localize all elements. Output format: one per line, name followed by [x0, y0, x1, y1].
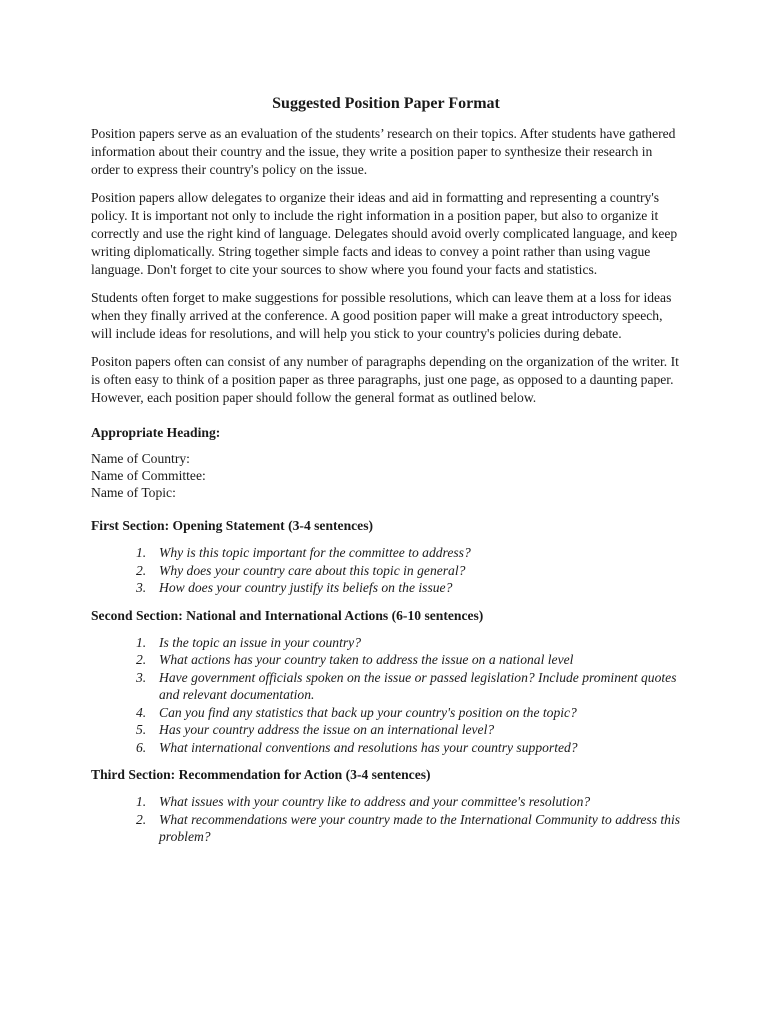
list-text: How does your country justify its beliefs on the issue?	[159, 580, 453, 595]
list-number: 2.	[136, 811, 147, 827]
section-2-title: Second Section: National and International Actions (6-10 sentences)	[91, 607, 484, 623]
list-item	[91, 634, 681, 652]
list-item	[91, 704, 681, 722]
document-page	[91, 94, 681, 855]
list-text: What recommendations were your country made to the International Community to address this problem?	[159, 811, 681, 844]
list-item	[91, 739, 681, 757]
list-text: What international conventions and resolutions has your country supported?	[159, 739, 578, 755]
list-item	[91, 562, 681, 580]
list-item	[91, 544, 681, 562]
section-3-questions	[91, 793, 681, 846]
intro-paragraph-1: Position papers serve as an evaluation of the students’ research on their topics. After students have gathered information about their country and the issue, they write a position paper to synthesize their research in order to express their country's policy on the issue.	[91, 126, 676, 177]
list-item	[91, 669, 681, 704]
list-item	[91, 651, 681, 669]
list-text: Can you find any statistics that back up your country's position on the topic?	[159, 704, 577, 720]
list-number: 1.	[136, 634, 147, 650]
list-text: What actions has your country taken to address the issue on a national level	[159, 652, 574, 667]
list-number: 3.	[136, 580, 147, 595]
section-1-questions	[91, 544, 681, 597]
list-text: Have government officials spoken on the issue or passed legislation? Include prominent quotes and relevant documentation.	[159, 669, 677, 702]
appropriate-heading-label: Appropriate Heading:	[91, 425, 221, 440]
list-text: Has your country address the issue on an international level?	[159, 722, 495, 737]
list-number: 4.	[136, 704, 147, 720]
section-2-questions	[91, 634, 681, 757]
list-text: Is the topic an issue in your country?	[159, 634, 361, 650]
list-number: 6.	[136, 739, 147, 755]
list-number: 1.	[136, 794, 147, 809]
section-1-title: First Section: Opening Statement (3-4 sentences)	[91, 518, 374, 533]
list-number: 3.	[136, 669, 147, 685]
list-text: Why is this topic important for the committee to address?	[159, 545, 471, 560]
heading-line-committee: Name of Committee:	[91, 468, 206, 483]
intro-paragraph-4: Positon papers often can consist of any number of paragraphs depending on the organization of the writer. It is often easy to think of a position paper as three paragraphs, just one page, as opposed to a daunting paper. However, each position paper should follow the general format as outlined below.	[91, 354, 679, 405]
list-item	[91, 793, 681, 811]
section-3-title: Third Section: Recommendation for Action (3-4 sentences)	[91, 767, 431, 782]
list-text: Why does your country care about this topic in general?	[159, 562, 466, 578]
list-item	[91, 721, 681, 739]
document-title: Suggested Position Paper Format	[272, 95, 500, 112]
heading-fields	[91, 450, 681, 501]
list-number: 5.	[136, 722, 147, 737]
list-item	[91, 579, 681, 597]
intro-paragraph-3: Students often forget to make suggestions for possible resolutions, which can leave them at a loss for ideas when they finally arrived at the conference. A good position paper will make a great introductory speech, will include ideas for resolutions, and will help you stick to your country's policies during debate.	[91, 290, 672, 341]
list-item	[91, 811, 681, 846]
heading-line-topic: Name of Topic:	[91, 485, 176, 500]
list-number: 2.	[136, 562, 147, 578]
heading-line-country: Name of Country:	[91, 451, 190, 466]
intro-paragraph-2: Position papers allow delegates to organize their ideas and aid in formatting and representing a country's policy. It is important not only to include the right information in a position paper, but also to organize it correctly and use the right kind of language. Delegates should avoid overly complicated language, and keep writing diplomatically. String together simple facts and ideas to convey a point rather than using vague language. Don't forget to cite your sources to show where you found your facts and statistics.	[91, 190, 678, 277]
list-number: 2.	[136, 652, 147, 667]
list-number: 1.	[136, 545, 147, 560]
list-text: What issues with your country like to address and your committee's resolution?	[159, 794, 591, 809]
